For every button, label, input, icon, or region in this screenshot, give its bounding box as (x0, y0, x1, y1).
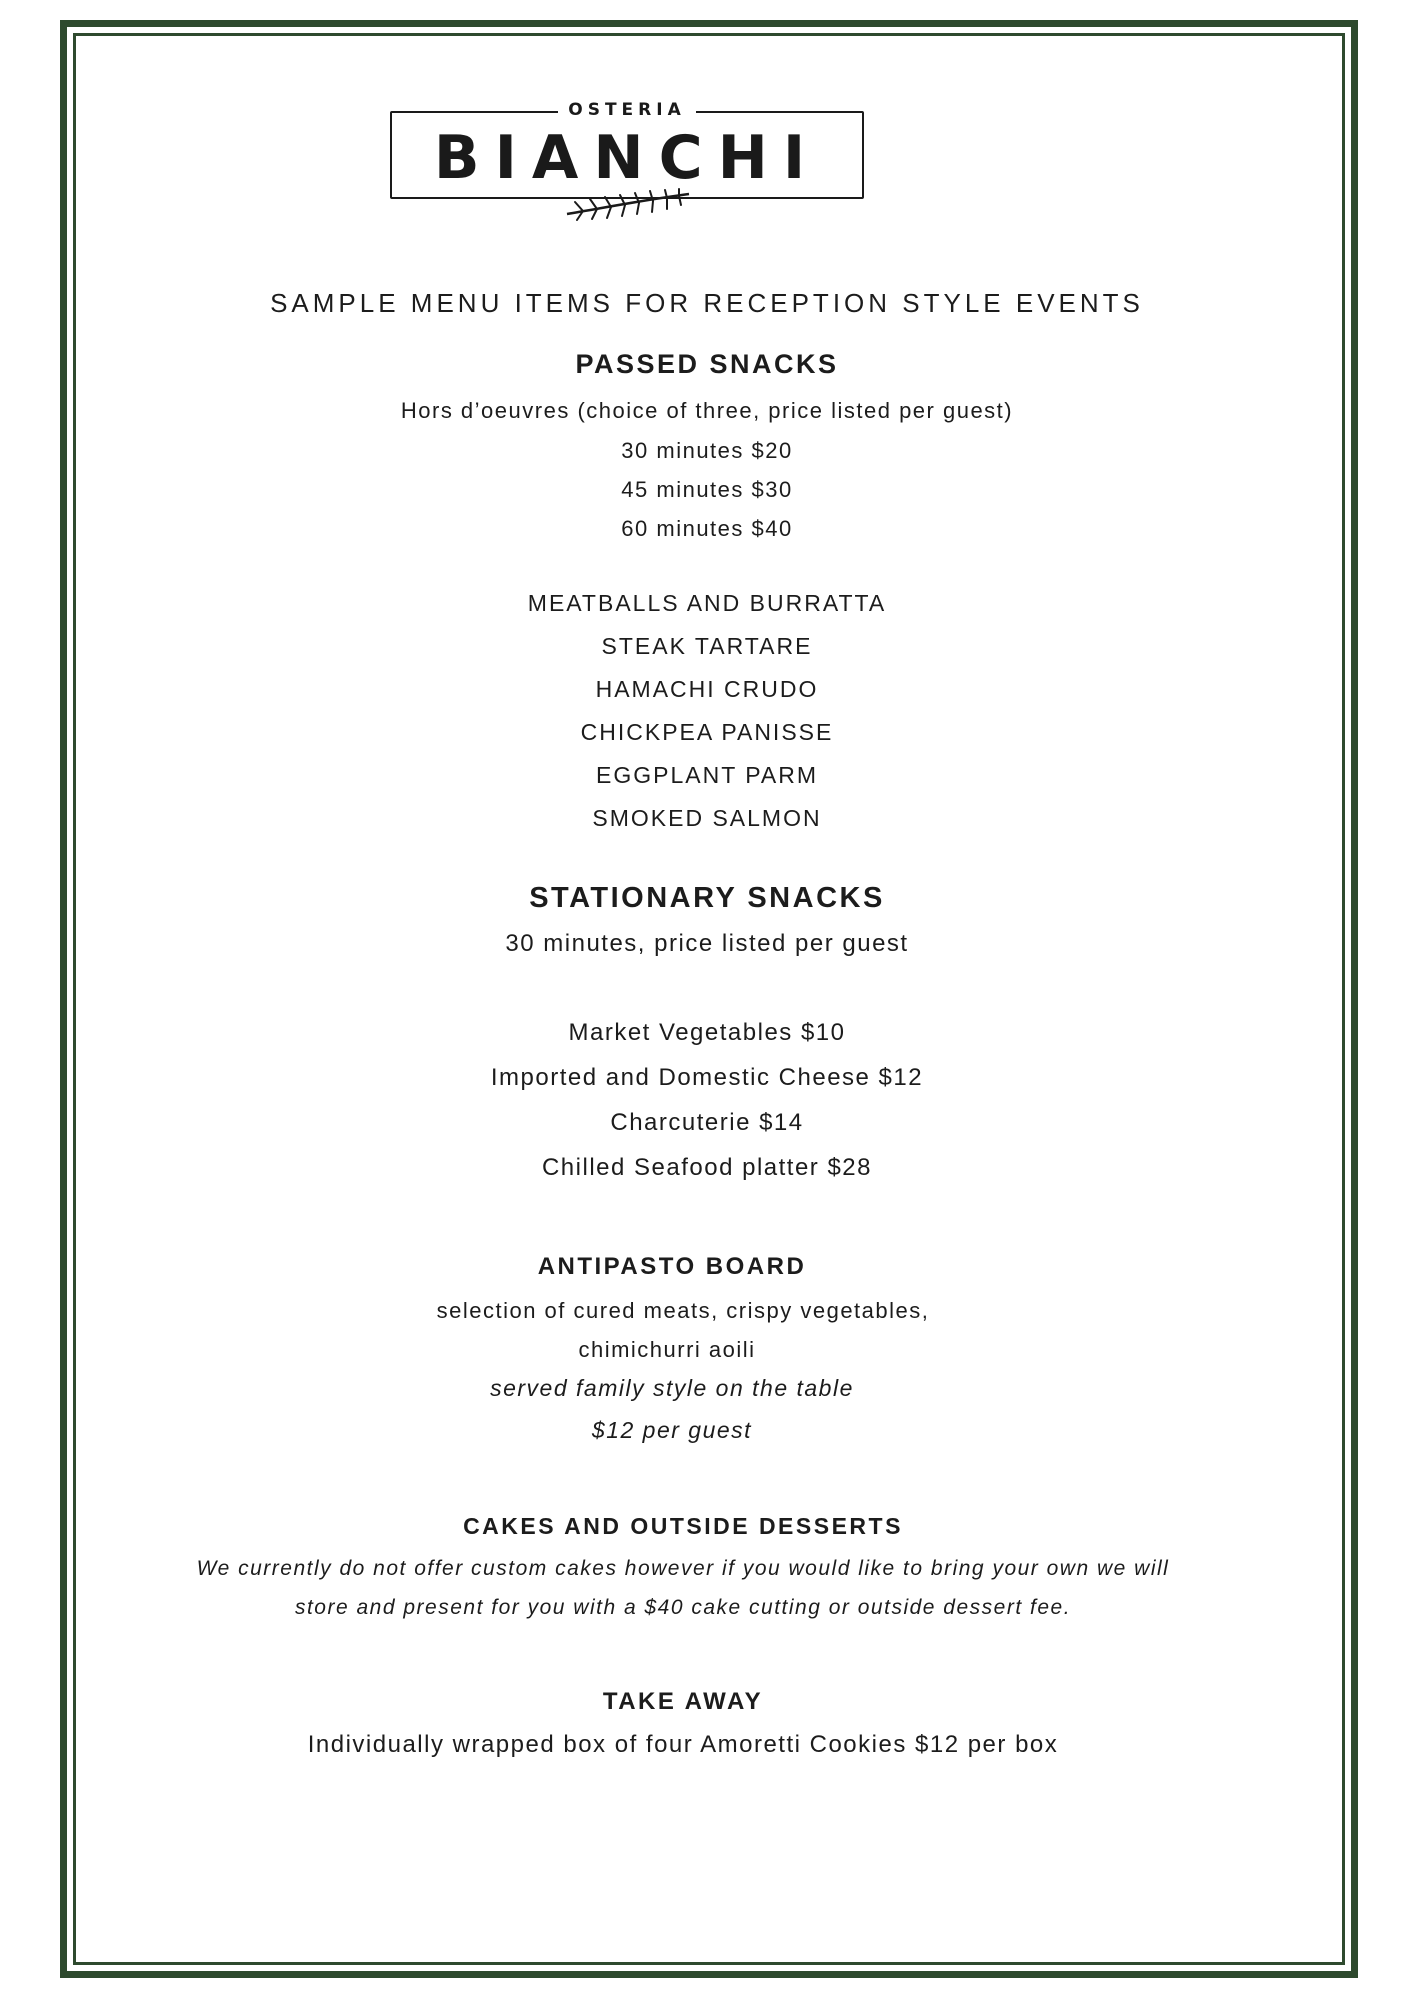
cakes-policy-text: We currently do not offer custom cakes however if you would like to bring your own we will (196, 1557, 1170, 1580)
passed-item: EGGPLANT PARM (596, 762, 818, 788)
antipasto-description: chimichurri aoili (578, 1337, 756, 1362)
stationary-item: Chilled Seafood platter $28 (541, 1154, 873, 1181)
passed-item: SMOKED SALMON (592, 805, 822, 831)
stationary-item: Charcuterie $14 (610, 1109, 804, 1136)
passed-item: MEATBALLS AND BURRATTA (527, 590, 887, 616)
take-away-item: Individually wrapped box of four Amoretti Cookies $12 per box (307, 1731, 1059, 1758)
stationary-snacks-heading: STATIONARY SNACKS (529, 882, 885, 914)
antipasto-price: $12 per guest (591, 1417, 753, 1443)
stationary-item: Imported and Domestic Cheese $12 (490, 1064, 924, 1091)
antipasto-board-heading: ANTIPASTO BOARD (537, 1253, 807, 1280)
take-away-heading: TAKE AWAY (602, 1688, 764, 1715)
passed-snacks-heading: PASSED SNACKS (575, 349, 839, 379)
passed-snacks-note: Hors d’oeuvres (choice of three, price listed per guest) (400, 398, 1014, 423)
stationary-item: Market Vegetables $10 (568, 1019, 846, 1046)
cakes-desserts-heading: CAKES AND OUTSIDE DESSERTS (463, 1513, 903, 1539)
menu-content (80, 0, 1334, 2000)
passed-price-30: 30 minutes $20 (621, 438, 793, 463)
passed-price-45: 45 minutes $30 (621, 477, 793, 502)
menu-intro-heading: SAMPLE MENU ITEMS FOR RECEPTION STYLE EVENTS (270, 288, 1144, 318)
antipasto-serving-note: served family style on the table (490, 1375, 854, 1401)
passed-item: HAMACHI CRUDO (595, 676, 819, 702)
passed-price-60: 60 minutes $40 (621, 516, 793, 541)
stationary-snacks-note: 30 minutes, price listed per guest (505, 930, 909, 957)
passed-item: CHICKPEA PANISSE (580, 719, 834, 745)
antipasto-description: selection of cured meats, crispy vegetables, (436, 1298, 930, 1323)
cakes-policy-text: store and present for you with a $40 cake cutting or outside dessert fee. (294, 1596, 1072, 1619)
logo-subtitle: OSTERIA (390, 100, 864, 120)
logo-title: BIANCHI (433, 123, 821, 193)
passed-item: STEAK TARTARE (601, 633, 813, 659)
